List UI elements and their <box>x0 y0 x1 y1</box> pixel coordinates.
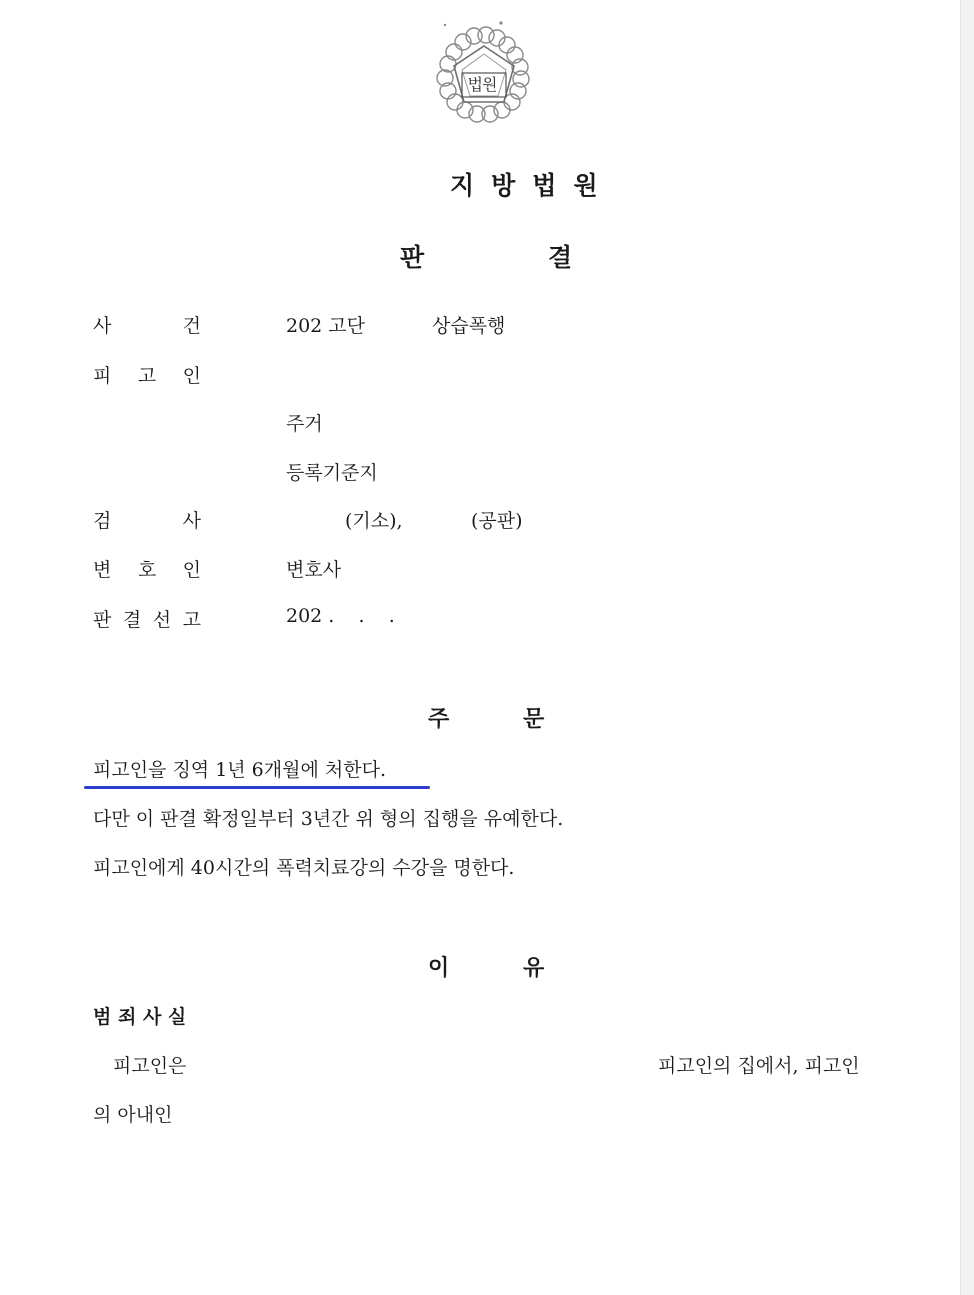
order-line-2: 다만 이 판결 확정일부터 3년간 위 형의 집행을 유예한다. <box>93 808 564 830</box>
facts-line-2: 의 아내인 <box>93 1104 173 1126</box>
defendant-label: 피 고 인 <box>93 365 201 387</box>
case-number: 202 고단 <box>286 315 366 337</box>
order-line-3: 피고인에게 40시간의 폭력치료강의 수강을 명한다. <box>93 857 515 879</box>
reasons-heading: 이 유 <box>428 956 545 981</box>
prosecutor-indictment: (기소), <box>345 510 403 532</box>
residence-label: 주거 <box>286 413 323 435</box>
order-line-1: 피고인을 징역 1년 6개월에 처한다. <box>93 759 386 781</box>
counsel-label: 변 호 인 <box>93 559 201 581</box>
sentencing-date-value: 202 . . . <box>286 605 395 627</box>
facts-section-title: 범 죄 사 실 <box>93 1006 187 1028</box>
registered-domicile-label: 등록기준지 <box>286 462 378 484</box>
case-charge: 상습폭행 <box>432 315 506 337</box>
judgment-title-right: 결 <box>548 243 573 272</box>
highlight-underline <box>84 786 430 789</box>
prosecutor-trial: (공판) <box>471 510 523 532</box>
case-label: 사 건 <box>93 315 201 337</box>
court-name: 지방법원 <box>450 171 615 200</box>
judgment-title <box>400 238 573 274</box>
seal-text: 법원 <box>467 75 497 94</box>
prosecutor-label: 검 사 <box>93 510 201 532</box>
sentencing-date-label: 판 결 선 고 <box>93 609 201 631</box>
judgment-title-left: 판 <box>400 243 425 272</box>
facts-line-1-left: 피고인은 <box>113 1055 187 1077</box>
order-heading: 주 문 <box>428 707 545 732</box>
counsel-value: 변호사 <box>286 559 342 581</box>
facts-line-1-right: 피고인의 집에서, 피고인 <box>658 1055 860 1077</box>
page-edge <box>960 0 974 1295</box>
